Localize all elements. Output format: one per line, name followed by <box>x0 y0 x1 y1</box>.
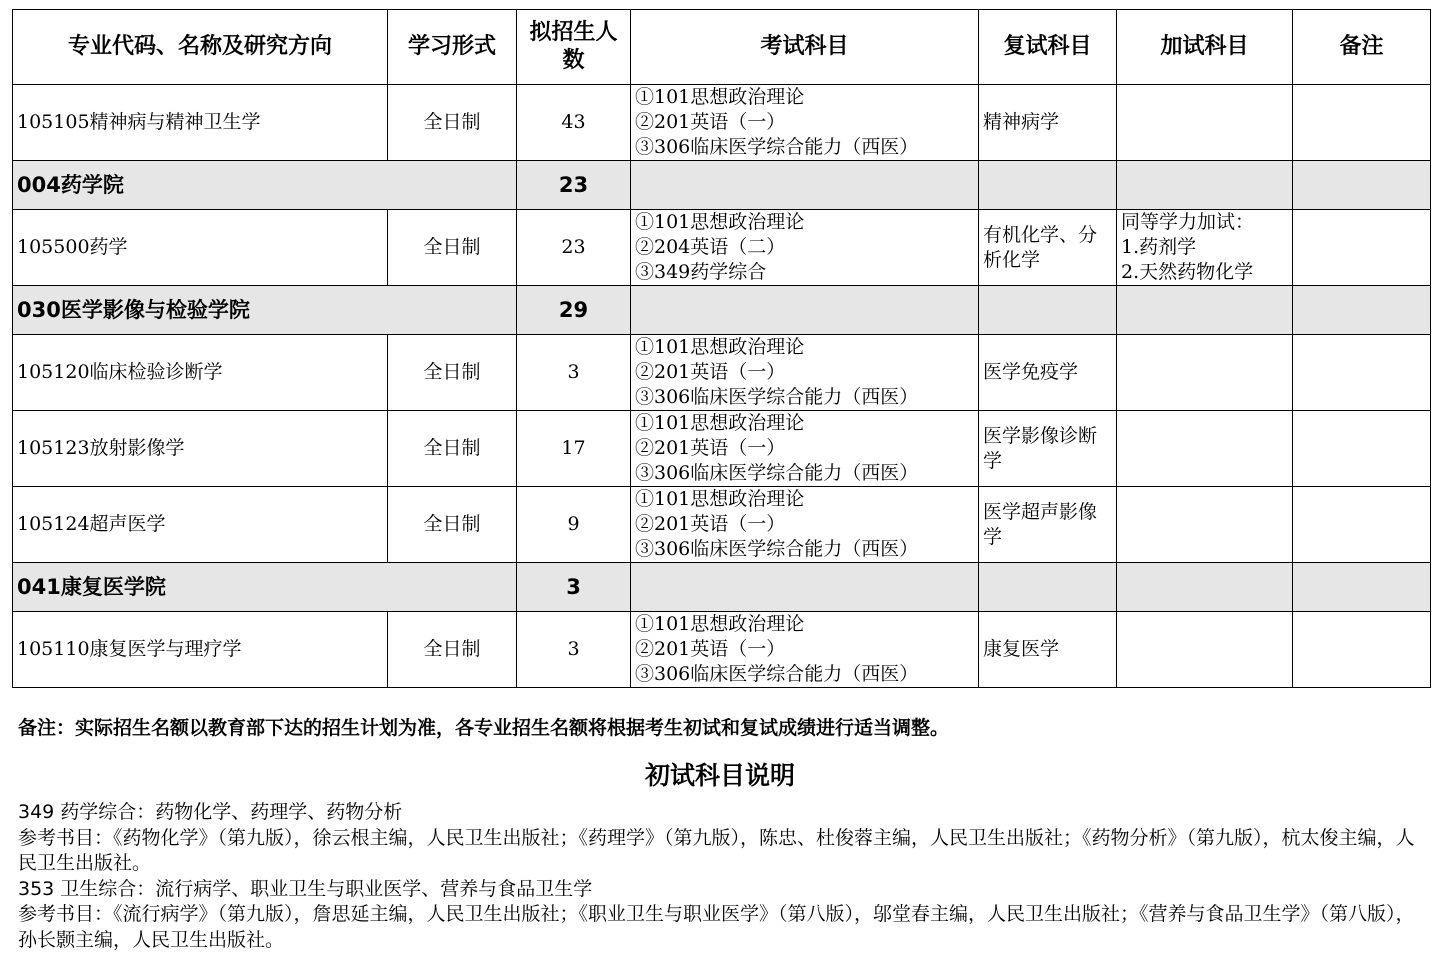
retest-subject: 有机化学、分析化学 <box>983 223 1098 271</box>
table-header-row <box>13 10 1431 85</box>
extra-subject: 1.药剂学 <box>1121 236 1197 258</box>
empty-cell <box>631 563 979 612</box>
program-major: 105120临床检验诊断学 <box>13 335 388 411</box>
program-extra <box>1117 487 1293 563</box>
exam-subject: ②204英语（二） <box>635 236 786 258</box>
program-count: 3 <box>517 612 631 688</box>
subject-notes <box>18 800 1428 953</box>
program-count: 17 <box>517 411 631 487</box>
section-title: 初试科目说明 <box>644 761 795 790</box>
program-exam-subjects <box>631 612 979 688</box>
department-count: 3 <box>517 563 631 612</box>
empty-cell <box>1293 286 1431 335</box>
retest-subject: 精神病学 <box>983 111 1060 133</box>
header-extra: 加试科目 <box>1117 10 1293 85</box>
program-major: 105110康复医学与理疗学 <box>13 612 388 688</box>
exam-subject: ③306临床医学综合能力（西医） <box>635 462 919 484</box>
empty-cell <box>1117 286 1293 335</box>
empty-cell <box>979 161 1117 210</box>
program-remark <box>1293 210 1431 286</box>
exam-subject: ③306临床医学综合能力（西医） <box>635 386 919 408</box>
department-row <box>13 563 1431 612</box>
program-exam-subjects <box>631 210 979 286</box>
program-major: 105105精神病与精神卫生学 <box>13 85 388 161</box>
program-count: 3 <box>517 335 631 411</box>
program-row <box>13 411 1431 487</box>
department-name: 041康复医学院 <box>13 563 517 612</box>
empty-cell <box>1293 563 1431 612</box>
exam-subject: ①101思想政治理论 <box>635 412 805 434</box>
department-count: 29 <box>517 286 631 335</box>
extra-subject: 2.天然药物化学 <box>1121 261 1254 283</box>
subject-note-line: 353 卫生综合：流行病学、职业卫生与职业医学、营养与食品卫生学 <box>18 877 593 900</box>
empty-cell <box>1117 563 1293 612</box>
program-retest <box>979 210 1117 286</box>
program-count: 9 <box>517 487 631 563</box>
department-row <box>13 286 1431 335</box>
program-retest <box>979 487 1117 563</box>
program-form: 全日制 <box>388 85 517 161</box>
program-extra <box>1117 612 1293 688</box>
program-row <box>13 335 1431 411</box>
empty-cell <box>1293 161 1431 210</box>
program-exam-subjects <box>631 85 979 161</box>
empty-cell <box>979 563 1117 612</box>
subject-note-line: 参考书目：《流行病学》（第九版），詹思延主编，人民卫生出版社；《职业卫生与职业医学》（第八版），邬堂春主编，人民卫生出版社；《营养与食品卫生学》（第八版），孙长颢主编，人民卫生出版社。 <box>18 903 1415 951</box>
empty-cell <box>1117 161 1293 210</box>
extra-subject: 同等学力加试： <box>1121 211 1255 233</box>
program-remark <box>1293 335 1431 411</box>
program-form: 全日制 <box>388 335 517 411</box>
header-retest: 复试科目 <box>979 10 1117 85</box>
exam-subject: ②201英语（一） <box>635 111 786 133</box>
program-row <box>13 612 1431 688</box>
department-name: 030医学影像与检验学院 <box>13 286 517 335</box>
program-retest <box>979 411 1117 487</box>
retest-subject: 医学影像诊断学 <box>983 424 1098 472</box>
header-major: 专业代码、名称及研究方向 <box>13 10 388 85</box>
program-remark <box>1293 411 1431 487</box>
program-remark <box>1293 612 1431 688</box>
table-body <box>13 85 1431 688</box>
program-remark <box>1293 85 1431 161</box>
retest-subject: 医学超声影像学 <box>983 500 1098 548</box>
header-form: 学习形式 <box>388 10 517 85</box>
exam-subject: ②201英语（一） <box>635 437 786 459</box>
exam-subject: ①101思想政治理论 <box>635 86 805 108</box>
program-form: 全日制 <box>388 411 517 487</box>
enrollment-note: 备注：实际招生名额以教育部下达的招生计划为准，各专业招生名额将根据考生初试和复试成绩进行适当调整。 <box>18 717 950 739</box>
program-major: 105500药学 <box>13 210 388 286</box>
program-retest <box>979 335 1117 411</box>
exam-subject: ②201英语（一） <box>635 513 786 535</box>
program-extra <box>1117 210 1293 286</box>
exam-subject: ③349药学综合 <box>635 261 767 283</box>
program-form: 全日制 <box>388 487 517 563</box>
program-row <box>13 85 1431 161</box>
header-planned: 拟招生人数 <box>517 10 631 85</box>
program-exam-subjects <box>631 411 979 487</box>
program-row <box>13 487 1431 563</box>
enrollment-table <box>12 9 1431 688</box>
program-major: 105124超声医学 <box>13 487 388 563</box>
program-form: 全日制 <box>388 612 517 688</box>
header-remark: 备注 <box>1293 10 1431 85</box>
program-remark <box>1293 487 1431 563</box>
program-exam-subjects <box>631 335 979 411</box>
subject-note-line: 参考书目：《药物化学》（第九版），徐云根主编，人民卫生出版社；《药理学》（第九版），陈忠、杜俊蓉主编，人民卫生出版社；《药物分析》（第九版），杭太俊主编，人民卫生出版社。 <box>18 826 1415 874</box>
program-major: 105123放射影像学 <box>13 411 388 487</box>
program-extra <box>1117 335 1293 411</box>
program-count: 43 <box>517 85 631 161</box>
program-form: 全日制 <box>388 210 517 286</box>
header-exam: 考试科目 <box>631 10 979 85</box>
subject-note-line: 349 药学综合：药物化学、药理学、药物分析 <box>18 801 403 823</box>
exam-subject: ③306临床医学综合能力（西医） <box>635 663 919 685</box>
program-exam-subjects <box>631 487 979 563</box>
empty-cell <box>631 161 979 210</box>
empty-cell <box>979 286 1117 335</box>
program-retest <box>979 612 1117 688</box>
department-count: 23 <box>517 161 631 210</box>
exam-subject: ①101思想政治理论 <box>635 211 805 233</box>
retest-subject: 康复医学 <box>983 638 1060 660</box>
retest-subject: 医学免疫学 <box>983 361 1079 383</box>
program-row <box>13 210 1431 286</box>
program-count: 23 <box>517 210 631 286</box>
program-extra <box>1117 411 1293 487</box>
exam-subject: ①101思想政治理论 <box>635 613 805 635</box>
exam-subject: ②201英语（一） <box>635 638 786 660</box>
exam-subject: ③306临床医学综合能力（西医） <box>635 538 919 560</box>
program-retest <box>979 85 1117 161</box>
exam-subject: ②201英语（一） <box>635 361 786 383</box>
department-row <box>13 161 1431 210</box>
exam-subject: ①101思想政治理论 <box>635 488 805 510</box>
program-extra <box>1117 85 1293 161</box>
department-name: 004药学院 <box>13 161 517 210</box>
exam-subject: ③306临床医学综合能力（西医） <box>635 136 919 158</box>
empty-cell <box>631 286 979 335</box>
exam-subject: ①101思想政治理论 <box>635 336 805 358</box>
